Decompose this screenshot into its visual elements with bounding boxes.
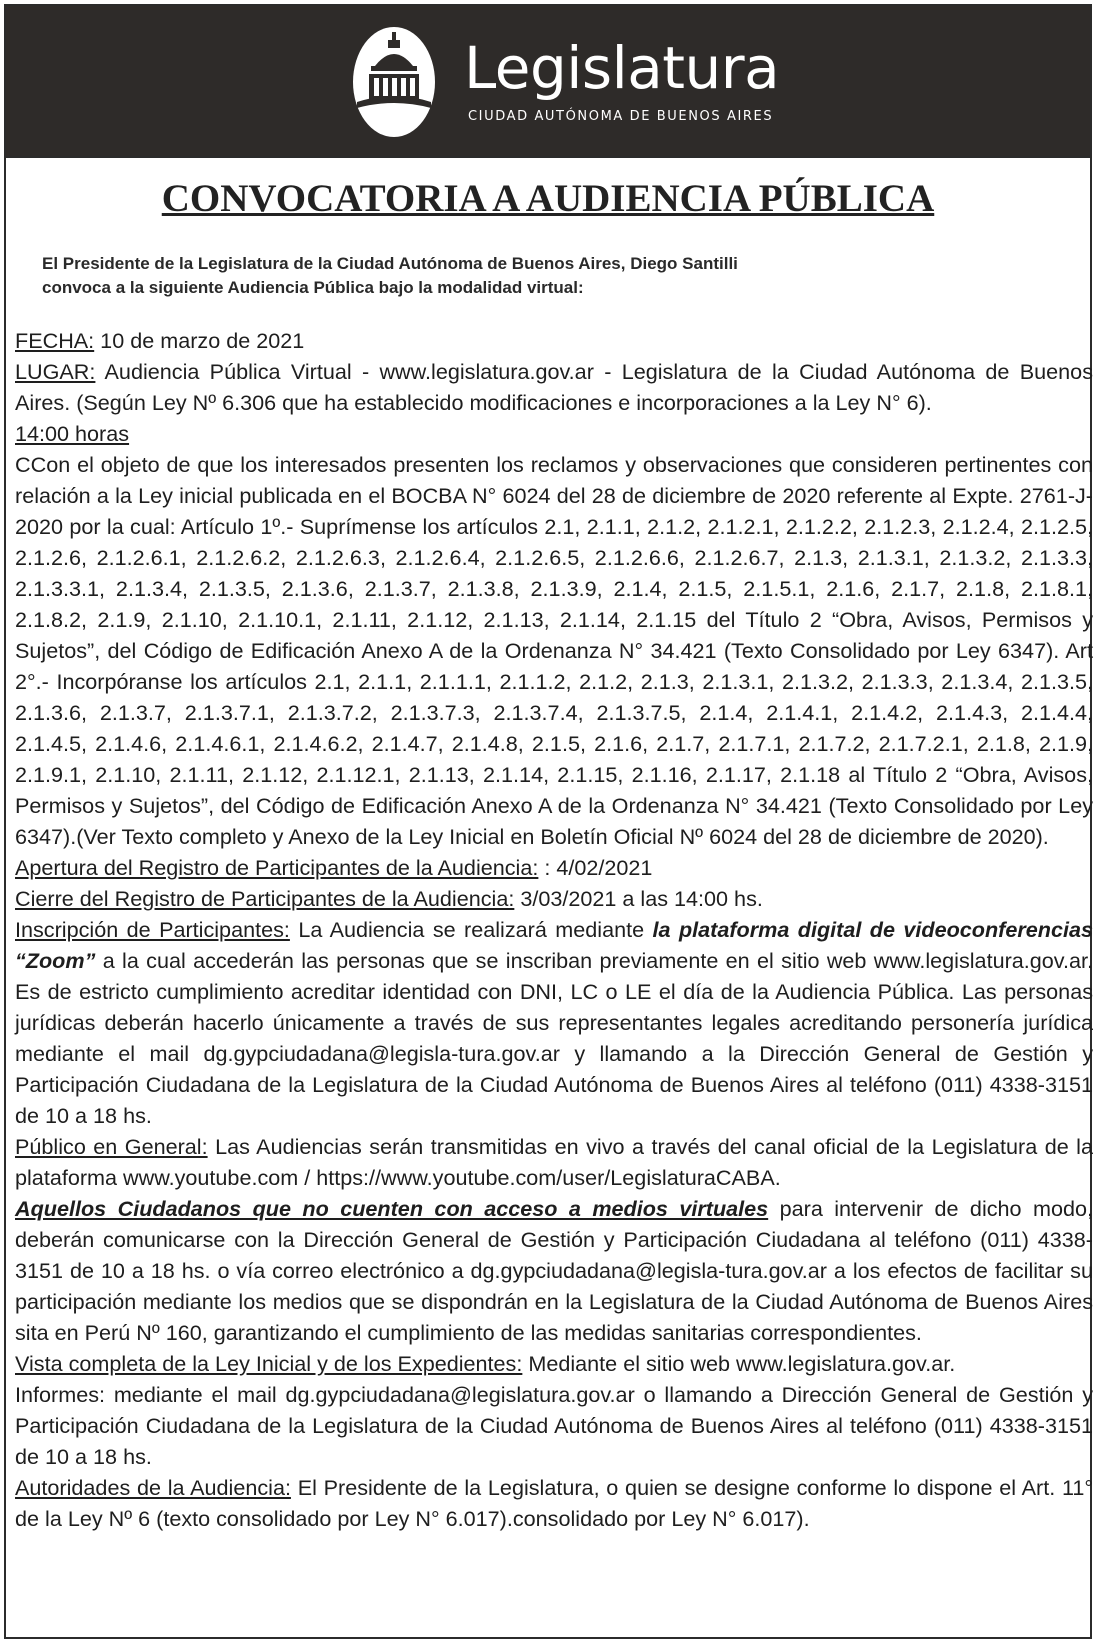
- apertura-label: Apertura del Registro de Participantes de la Audiencia:: [15, 855, 539, 880]
- hora-value: 14:00 horas: [15, 421, 130, 446]
- inscripcion-before: La Audiencia se realizará mediante: [289, 917, 653, 942]
- sin-acceso-label: Aquellos Ciudadanos que no cuenten con acceso a medios virtuales: [15, 1196, 769, 1221]
- fecha-value: 10 de marzo de 2021: [94, 328, 305, 353]
- hora-paragraph: [15, 418, 1093, 449]
- header-banner: [6, 6, 1090, 158]
- cierre-value: 3/03/2021 a las 14:00 hs.: [514, 886, 763, 911]
- publico-paragraph: [15, 1131, 1093, 1193]
- apertura-paragraph: [15, 852, 1093, 883]
- informes-paragraph: Informes: mediante el mail dg.gypciudadana@legislatura.gov.ar o llamando a Dirección General de Gestión y Participación Ciudadana de la Legislatura de la Ciudad Autónoma de Buenos Aires al teléfono (011) 4338-3151 de 10 a 18 hs.: [15, 1382, 1093, 1469]
- intro-line-1: El Presidente de la Legislatura de la Ciudad Autónoma de Buenos Aires, Diego Santilli: [42, 254, 738, 273]
- sin-acceso-paragraph: [15, 1193, 1093, 1348]
- vista-value: Mediante el sitio web www.legislatura.gov.ar.: [522, 1351, 956, 1376]
- publico-label: Público en General:: [15, 1134, 208, 1159]
- intro-text: [42, 252, 1042, 300]
- objeto-paragraph: CCon el objeto de que los interesados presenten los reclamos y observaciones que consideren pertinentes con relación a la Ley inicial publicada en el BOCBA N° 6024 del 28 de diciembre de 2020 referente al Expte. 2761-J-2020 por la cual: Artículo 1º.- Suprímense los artículos 2.1, 2.1.1, 2.1.2, 2.1.2.1, 2.1.2.2, 2.1.2.3, 2.1.2.4, 2.1.2.5, 2.1.2.6, 2.1.2.6.1, 2.1.2.6.2, 2.1.2.6.3, 2.1.2.6.4, 2.1.2.6.5, 2.1.2.6.6, 2.1.2.6.7, 2.1.3, 2.1.3.1, 2.1.3.2, 2.1.3.3, 2.1.3.3.1, 2.1.3.4, 2.1.3.5, 2.1.3.6, 2.1.3.7, 2.1.3.8, 2.1.3.9, 2.1.4, 2.1.5, 2.1.5.1, 2.1.6, 2.1.7, 2.1.8, 2.1.8.1, 2.1.8.2, 2.1.9, 2.1.10, 2.1.10.1, 2.1.11, 2.1.12, 2.1.13, 2.1.14, 2.1.15 del Título 2 “Obra, Avisos, Permisos y Sujetos”, del Código de Edificación Anexo A de la Ordenanza N° 34.421 (Texto Consolidado por Ley 6347). Art 2°.- Incorpóranse los artículos 2.1, 2.1.1, 2.1.1.1, 2.1.1.2, 2.1.2, 2.1.3, 2.1.3.1, 2.1.3.2, 2.1.3.3, 2.1.3.4, 2.1.3.5, 2.1.3.6, 2.1.3.7, 2.1.3.7.1, 2.1.3.7.2, 2.1.3.7.3, 2.1.3.7.4, 2.1.3.7.5, 2.1.4, 2.1.4.1, 2.1.4.2, 2.1.4.3, 2.1.4.4, 2.1.4.5, 2.1.4.6, 2.1.4.6.1, 2.1.4.6.2, 2.1.4.7, 2.1.4.8, 2.1.5, 2.1.6, 2.1.7, 2.1.7.1, 2.1.7.2, 2.1.7.2.1, 2.1.8, 2.1.9, 2.1.9.1, 2.1.10, 2.1.11, 2.1.12, 2.1.12.1, 2.1.13, 2.1.14, 2.1.15, 2.1.16, 2.1.17, 2.1.18 al Título 2 “Obra, Avisos, Permisos y Sujetos”, del Código de Edificación Anexo A de la Ordenanza N° 34.421 (Texto Consolidado por Ley 6347).(Ver Texto completo y Anexo de la Ley Inicial en Boletín Oficial Nº 6024 del 28 de diciembre de 2020).: [15, 452, 1093, 849]
- cierre-paragraph: [15, 883, 1093, 914]
- inscripcion-paragraph: [15, 914, 1093, 1131]
- legislature-dome-icon: [351, 24, 437, 140]
- vista-label: Vista completa de la Ley Inicial y de los Expedientes:: [15, 1351, 523, 1376]
- apertura-value: : 4/02/2021: [538, 855, 653, 880]
- lugar-value: Audiencia Pública Virtual - www.legislatura.gov.ar - Legislatura de la Ciudad Autónoma de Buenos Aires. (Según Ley Nº 6.306 que ha establecido modificaciones e incorporaciones a la Ley N° 6).: [15, 359, 1093, 415]
- fecha-paragraph: [15, 325, 1093, 356]
- brand-subtitle: CIUDAD AUTÓNOMA DE BUENOS AIRES: [468, 109, 774, 124]
- lugar-paragraph: [15, 356, 1093, 418]
- inscripcion-emphasis: la plataforma digital de videoconferencias “Zoom”: [15, 917, 1093, 973]
- vista-paragraph: [15, 1348, 1093, 1379]
- publico-value: Las Audiencias serán transmitidas en vivo a través del canal oficial de la Legislatura de la plataforma www.youtube.com / https://www.youtube.com/user/LegislaturaCABA.: [15, 1134, 1093, 1190]
- sin-acceso-value: para intervenir de dicho modo, deberán comunicarse con la Dirección General de Gestión y Participación Ciudadana al teléfono (011) 4338-3151 de 10 a 18 hs. o vía correo electrónico a dg.gypciudadana@legisla-tura.gov.ar a los efectos de facilitar su participación mediante los medios que se dispondrán en la Legislatura de la Ciudad Autónoma de Buenos Aires sita en Perú Nº 160, garantizando el cumplimiento de las medidas sanitarias correspondientes.: [15, 1196, 1093, 1345]
- inscripcion-after: a la cual accederán las personas que se inscriban previamente en el sitio web www.legislatura.gov.ar. Es de estricto cumplimiento acreditar identidad con DNI, LC o LE el día de la Audiencia Pública. Las personas jurídicas deberán hacerlo únicamente a través de sus representantes legales acreditando personería jurídica mediante el mail dg.gypciudadana@legisla-tura.gov.ar y llamando a la Dirección General de Gestión y Participación Ciudadana de la Legislatura de la Ciudad Autónoma de Buenos Aires al teléfono (011) 4338-3151 de 10 a 18 hs.: [15, 948, 1093, 1128]
- autoridades-label: Autoridades de la Audiencia:: [15, 1475, 291, 1500]
- notice-frame: [4, 4, 1092, 1639]
- lugar-label: LUGAR:: [15, 359, 96, 384]
- autoridades-value: El Presidente de la Legislatura, o quien se designe conforme lo dispone el Art. 11° de la Ley Nº 6 (texto consolidado por Ley N° 6.017).consolidado por Ley N° 6.017).: [15, 1475, 1094, 1531]
- autoridades-paragraph: [15, 1472, 1093, 1534]
- inscripcion-label: Inscripción de Participantes:: [15, 917, 290, 942]
- page-title: CONVOCATORIA A AUDIENCIA PÚBLICA: [161, 177, 935, 220]
- notice-body: [15, 325, 1093, 1534]
- fecha-label: FECHA:: [15, 328, 95, 353]
- cierre-label: Cierre del Registro de Participantes de la Audiencia:: [15, 886, 515, 911]
- brand-name: Legislatura: [464, 34, 780, 102]
- intro-line-2: convoca a la siguiente Audiencia Pública bajo la modalidad virtual:: [42, 278, 584, 297]
